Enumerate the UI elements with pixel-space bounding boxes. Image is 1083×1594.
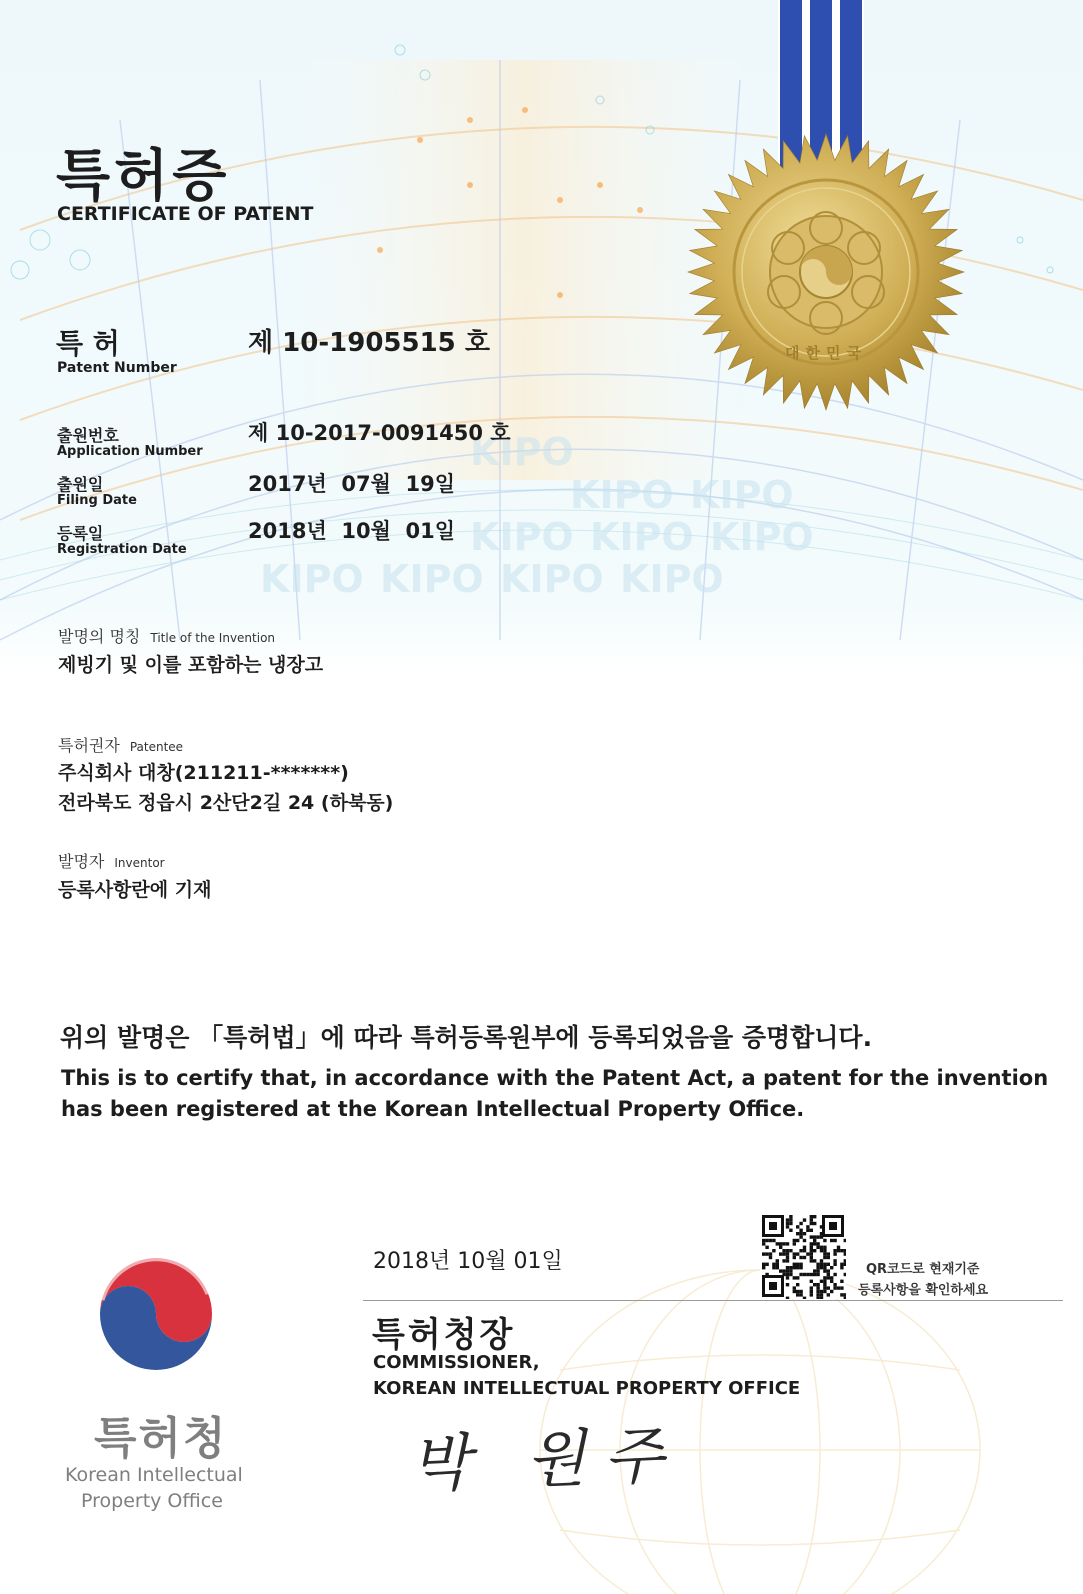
patent-label-en: Patent Number <box>57 360 177 376</box>
inventor-label-en: Inventor <box>114 856 165 870</box>
watermark-text: KIPO <box>500 557 604 601</box>
commissioner-title-en1: COMMISSIONER, <box>373 1352 540 1373</box>
certificate-title: 특허증 <box>56 144 231 209</box>
invention-label-en: Title of the Invention <box>150 631 276 645</box>
watermark-text: KIPO <box>470 515 574 559</box>
patentee-label-en: Patentee <box>129 740 184 754</box>
registration-label-en: Registration Date <box>57 542 187 557</box>
inventor-label-ko: 발명자 <box>58 852 105 871</box>
filing-date: 2017년 07월 19일 <box>248 472 455 496</box>
qr-code-icon <box>760 1213 846 1299</box>
invention-title: 제빙기 및 이를 포함하는 냉장고 <box>58 654 324 676</box>
invention-label <box>58 624 275 647</box>
patent-number: 제 10-1905515 호 <box>248 328 490 358</box>
issue-date: 2018년 10월 01일 <box>373 1249 563 1274</box>
footer-divider <box>363 1300 1063 1301</box>
seal-text: 대한민국 <box>785 344 867 362</box>
qr-caption-line2: 등록사항을 확인하세요 <box>858 1283 989 1298</box>
signature-icon: 박 원주 <box>408 1418 683 1501</box>
watermark-text: KIPO <box>710 515 814 559</box>
patent-label-ko: 특 허 <box>56 327 120 360</box>
taegeuk-logo-icon <box>88 1248 224 1378</box>
office-name-en1: Korean Intellectual <box>65 1464 243 1486</box>
registration-date: 2018년 10월 01일 <box>248 519 455 543</box>
certification-en-line1: This is to certify that, in accordance with the Patent Act, a patent for the invention <box>61 1066 1049 1090</box>
watermark-text: KIPO <box>620 557 724 601</box>
commissioner-title-en2: KOREAN INTELLECTUAL PROPERTY OFFICE <box>373 1378 801 1399</box>
patentee-label-ko: 특허권자 <box>58 736 120 755</box>
qr-caption-line1: QR코드로 현재기준 <box>866 1262 980 1277</box>
watermark-text: KIPO <box>260 557 364 601</box>
gold-seal-icon <box>684 130 968 414</box>
watermark-text: KIPO <box>690 473 794 517</box>
inventor-value: 등록사항란에 기재 <box>58 879 212 901</box>
patentee-address: 전라북도 정읍시 2산단2길 24 (하북동) <box>58 792 394 814</box>
application-number: 제 10-2017-0091450 호 <box>248 421 511 445</box>
application-label-en: Application Number <box>57 444 203 459</box>
filing-label-ko: 출원일 <box>57 475 104 494</box>
certificate-subtitle: CERTIFICATE OF PATENT <box>57 203 314 225</box>
certification-ko: 위의 발명은 「특허법」에 따라 특허등록원부에 등록되었음을 증명합니다. <box>60 1023 873 1052</box>
watermark-text: KIPO <box>470 430 574 474</box>
patentee-label <box>58 733 183 756</box>
filing-label-en: Filing Date <box>57 493 137 508</box>
certification-en-line2: has been registered at the Korean Intellectual Property Office. <box>61 1097 805 1121</box>
patentee-name: 주식회사 대창(211211-*******) <box>58 762 349 784</box>
registration-label-ko: 등록일 <box>57 524 104 543</box>
office-name-ko: 특허청 <box>94 1413 228 1464</box>
watermark-text: KIPO <box>590 515 694 559</box>
office-name-en2: Property Office <box>81 1490 223 1512</box>
watermark-text: KIPO <box>380 557 484 601</box>
commissioner-title-ko: 특허청장 <box>372 1315 516 1355</box>
inventor-label <box>58 849 165 872</box>
application-label-ko: 출원번호 <box>57 426 119 445</box>
invention-label-ko: 발명의 명칭 <box>58 627 141 646</box>
watermark-text: KIPO <box>570 473 674 517</box>
